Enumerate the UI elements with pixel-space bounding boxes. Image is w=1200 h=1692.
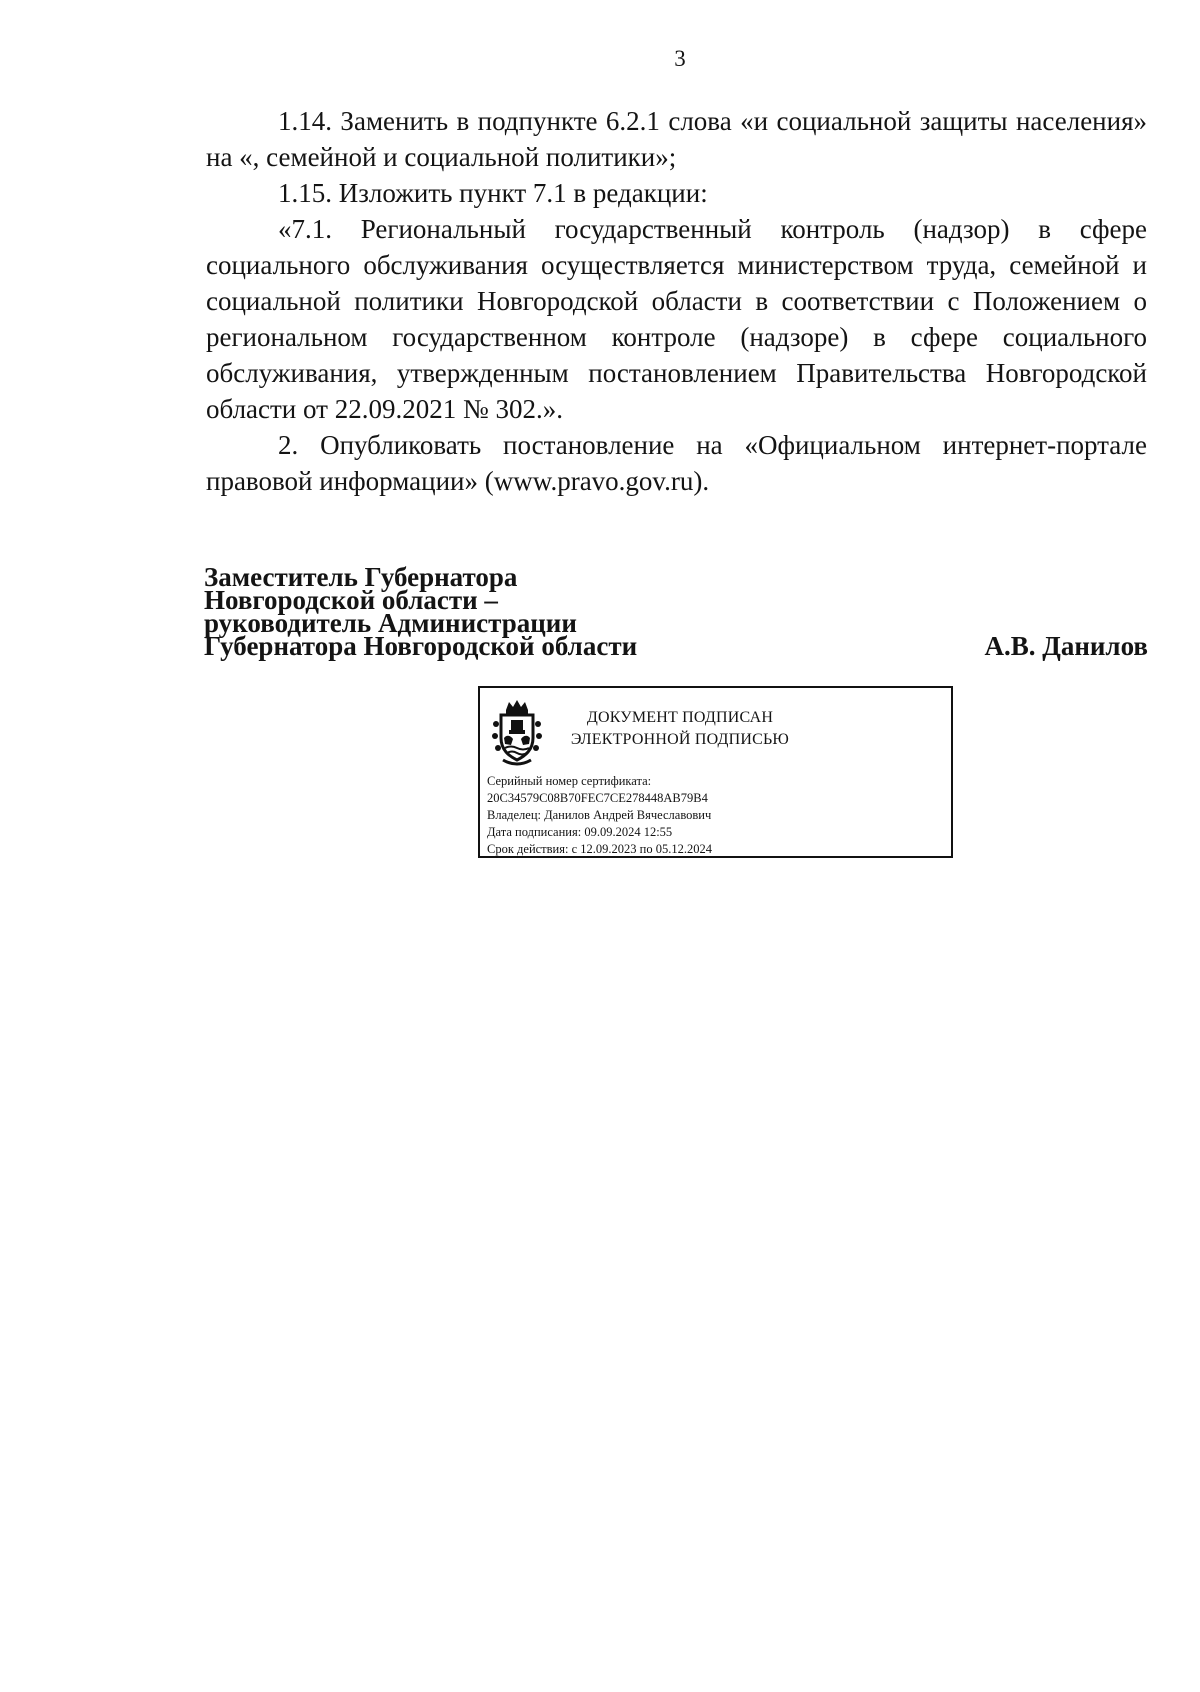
signatory-position-line: руководитель Администрации [204,608,577,638]
electronic-signature-stamp [478,686,953,858]
signatory-name: А.В. Данилов [984,631,1148,661]
paragraph-1-15: 1.15. Изложить пункт 7.1 в редакции: [278,178,708,208]
signatory-position-line: Новгородской области – [204,585,498,615]
stamp-title-line: ЭЛЕКТРОННОЙ ПОДПИСЬЮ [570,731,790,748]
certificate-owner: Владелец: Данилов Андрей Вячеславович [487,808,712,822]
certificate-serial-number: 20C34579C08B70FEC7CE278448AB79B4 [487,791,708,805]
document-body [206,103,1147,499]
stamp-details [487,773,712,858]
stamp-title-line: ДОКУМЕНТ ПОДПИСАН [586,709,774,726]
signature-block [204,562,1148,661]
signing-date: Дата подписания: 09.09.2024 12:55 [487,825,673,839]
certificate-serial-label: Серийный номер сертификата: [487,774,652,788]
signatory-position-line: Губернатора Новгородской области [204,631,638,661]
page-number: 3 [674,46,686,71]
certificate-validity: Срок действия: с 12.09.2023 по 05.12.2024 [487,842,712,856]
stamp-title [550,707,810,751]
paragraph-1-14: 1.14. Заменить в подпункте 6.2.1 слова «и социальной защиты населения» на «, семейной и социальной политики»; [206,106,1147,172]
novgorod-coat-of-arms-icon [489,698,545,766]
paragraph-7-1-quote: «7.1. Региональный государственный контроль (надзор) в сфере социального обслуживания осуществляется министерством труда, семейной и социальной политики Новгородской области в соответствии с Положением о региональном государственном контроле (надзоре) в сфере социального обслуживания, утвержденным постановлением Правительства Новгородской области от 22.09.2021 № 302.». [206,214,1147,424]
paragraph-2: 2. Опубликовать постановление на «Официальном интернет-портале правовой информации» (www.pravo.gov.ru). [206,430,1147,496]
signatory-position-line: Заместитель Губернатора [204,562,518,592]
